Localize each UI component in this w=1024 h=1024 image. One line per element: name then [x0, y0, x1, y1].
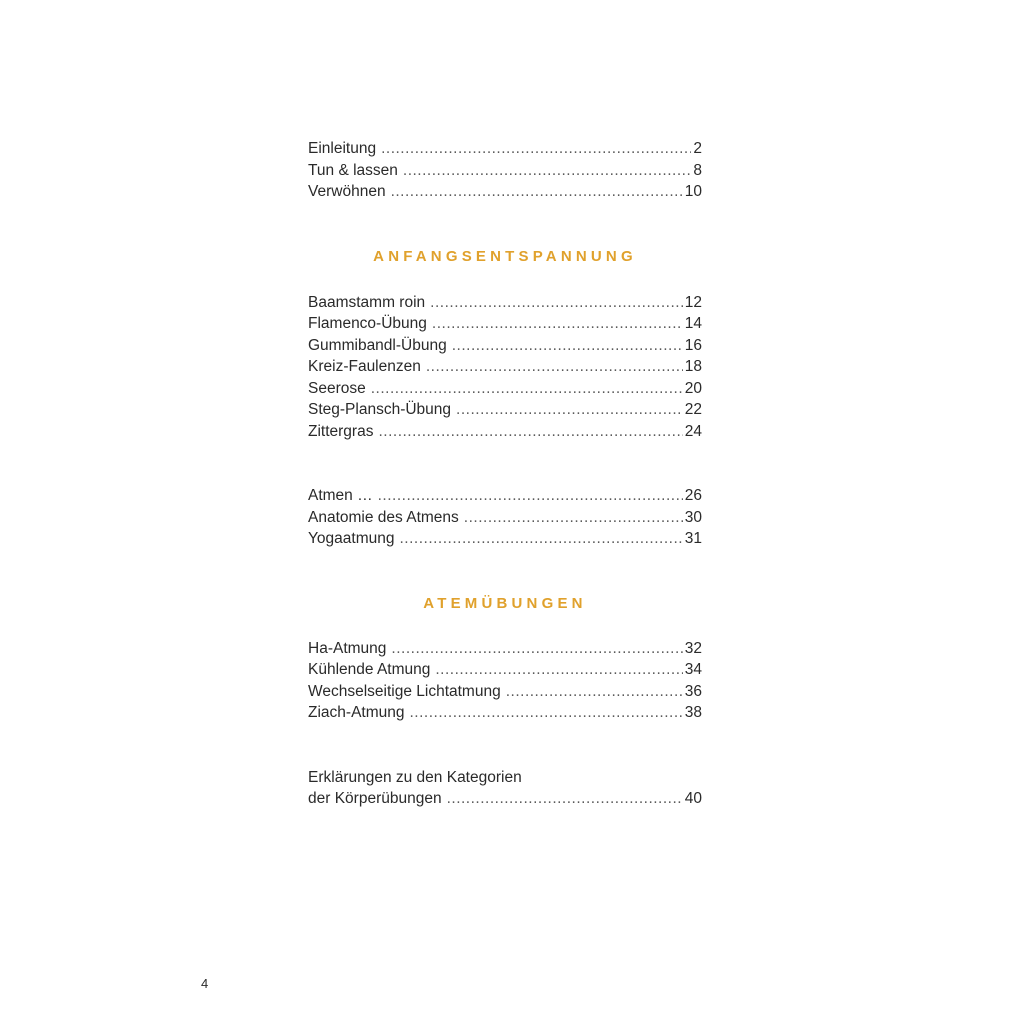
- toc-entry-page: 14: [684, 315, 702, 332]
- toc-entry[interactable]: [308, 702, 702, 724]
- toc-entry[interactable]: [308, 507, 702, 529]
- toc-entry-page: 31: [684, 530, 702, 547]
- toc-breathing-basics-group: [308, 485, 702, 550]
- toc-dot-leader: [403, 160, 691, 182]
- toc-entry[interactable]: [308, 138, 702, 160]
- toc-entry-title: Ziach-Atmung: [308, 704, 405, 721]
- toc-entry-title: Verwöhnen: [308, 183, 386, 200]
- toc-entry-title: Tun & lassen: [308, 161, 398, 179]
- toc-entry-title: Seerose: [308, 379, 366, 397]
- toc-entry-page: 26: [684, 487, 702, 504]
- toc-breathing-exercises-group: [308, 638, 702, 724]
- toc-entry[interactable]: [308, 788, 702, 810]
- toc-dot-leader: [456, 399, 683, 421]
- toc-entry-title-line1[interactable]: Erklärungen zu den Kategorien: [308, 768, 522, 786]
- toc-entry-page: 32: [684, 639, 702, 657]
- toc-entry[interactable]: [308, 399, 702, 421]
- toc-entry[interactable]: [308, 181, 702, 203]
- toc-entry[interactable]: [308, 485, 702, 507]
- toc-categories-group: [308, 767, 702, 810]
- toc-entry[interactable]: [308, 160, 702, 182]
- toc-dot-leader: [430, 292, 683, 314]
- toc-dot-leader: [432, 313, 683, 335]
- toc-dot-leader: [464, 507, 683, 529]
- toc-dot-leader: [452, 335, 683, 357]
- toc-entry-page: 10: [684, 183, 702, 200]
- toc-entry[interactable]: [308, 335, 702, 357]
- toc-entry-page: 34: [684, 661, 702, 678]
- toc-entry-title: Einleitung: [308, 140, 377, 157]
- toc-entry[interactable]: [308, 378, 702, 400]
- toc-entry-title: Atmen …: [308, 487, 373, 504]
- toc-entry[interactable]: [308, 292, 702, 314]
- toc-entry-page: 16: [684, 336, 702, 354]
- toc-entry-title: Yogaatmung: [308, 530, 395, 547]
- page-number: 4: [201, 976, 209, 991]
- toc-entry-title: Baamstamm roin: [308, 293, 426, 311]
- toc-dot-leader: [435, 659, 682, 681]
- toc-relaxation-group: [308, 292, 702, 443]
- toc-dot-leader: [506, 681, 683, 703]
- toc-entry[interactable]: [308, 313, 702, 335]
- toc-dot-leader: [409, 702, 682, 724]
- toc-entry-page: 36: [684, 682, 702, 700]
- toc-entry-page: 18: [684, 358, 702, 375]
- toc-dot-leader: [426, 356, 683, 378]
- toc-entry-page: 2: [693, 140, 702, 157]
- toc-entry-page: 24: [684, 422, 702, 440]
- toc-entry[interactable]: [308, 681, 702, 703]
- toc-entry-title: Kreiz-Faulenzen: [308, 358, 421, 375]
- toc-entry-page: 30: [684, 508, 702, 526]
- toc-entry-title: Wechselseitige Lichtatmung: [308, 682, 501, 700]
- toc-dot-leader: [391, 181, 683, 203]
- toc-entry-title: Anatomie des Atmens: [308, 508, 459, 526]
- table-of-contents: [308, 138, 702, 810]
- section-heading: ANFANGSENTSPANNUNG: [373, 247, 637, 265]
- toc-entry-title: Zittergras: [308, 422, 374, 440]
- toc-dot-leader: [447, 788, 683, 810]
- toc-entry-page: 20: [684, 379, 702, 397]
- toc-entry-title-line2: der Körperübungen: [308, 790, 442, 807]
- toc-entry[interactable]: [308, 638, 702, 660]
- toc-dot-leader: [378, 421, 682, 443]
- toc-entry-page: 38: [684, 704, 702, 721]
- section-heading: ATEMÜBUNGEN: [423, 594, 587, 612]
- toc-dot-leader: [381, 138, 691, 160]
- toc-dot-leader: [391, 638, 682, 660]
- toc-entry-page: 40: [684, 790, 702, 807]
- toc-entry-title: Flamenco-Übung: [308, 315, 427, 332]
- toc-dot-leader: [371, 378, 683, 400]
- toc-entry-title: Gummibandl-Übung: [308, 336, 447, 354]
- toc-entry-page: 12: [684, 293, 702, 311]
- toc-intro-group: [308, 138, 702, 203]
- toc-entry[interactable]: [308, 356, 702, 378]
- toc-entry-title: Ha-Atmung: [308, 639, 387, 657]
- toc-entry-page: 8: [693, 161, 702, 179]
- toc-entry-title: Steg-Plansch-Übung: [308, 401, 452, 418]
- toc-entry-page: 22: [684, 401, 702, 418]
- toc-dot-leader: [378, 485, 683, 507]
- toc-dot-leader: [399, 528, 682, 550]
- toc-entry-title: Kühlende Atmung: [308, 661, 431, 678]
- toc-entry[interactable]: [308, 659, 702, 681]
- toc-entry[interactable]: [308, 421, 702, 443]
- toc-entry[interactable]: [308, 528, 702, 550]
